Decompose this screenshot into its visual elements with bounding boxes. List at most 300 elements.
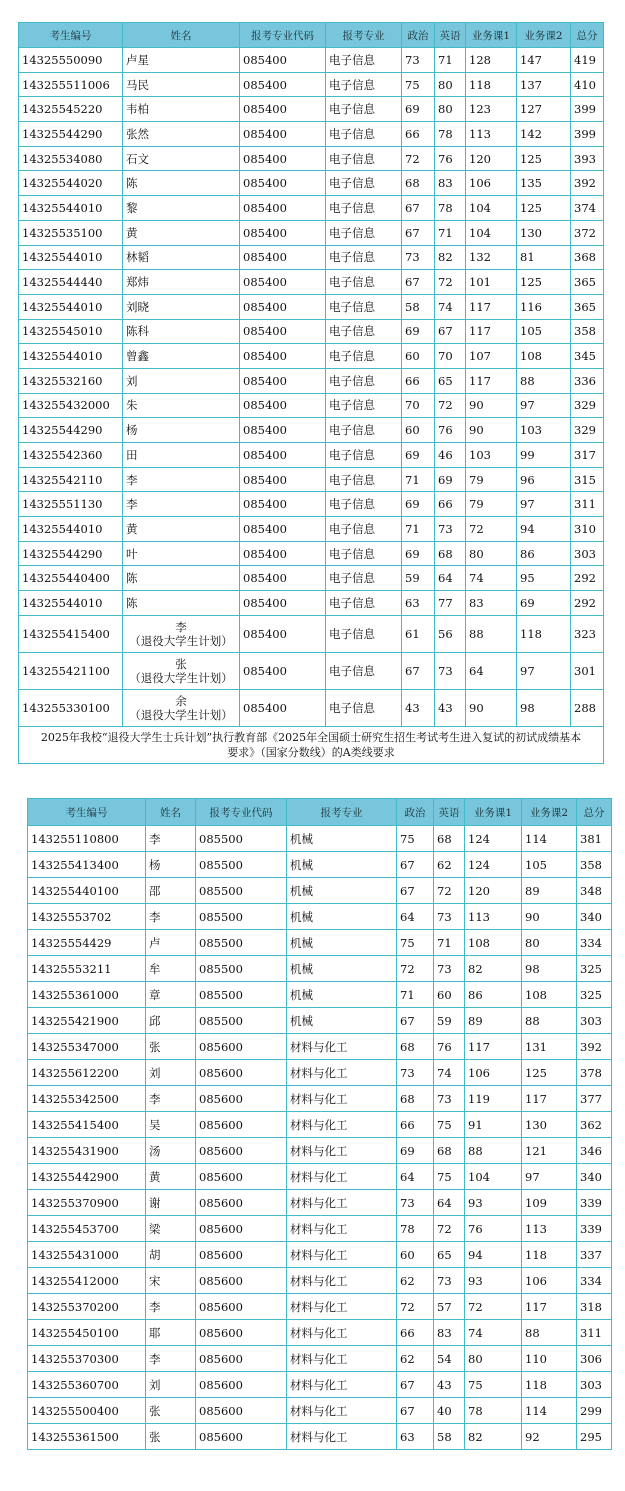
major-code-cell: 085600 [196,1112,287,1138]
major-cell: 电子信息 [326,146,402,171]
major-code-cell: 085600 [196,1034,287,1060]
name-cell: 吴 [146,1112,196,1138]
name-cell: 耶 [146,1320,196,1346]
name-cell: 张 [146,1424,196,1450]
candidate-id-cell: 14325542110 [19,467,123,492]
name-cell: 郑炜 [123,270,240,295]
course1-score-cell: 78 [465,1398,522,1424]
table-row [19,245,604,270]
major-code-cell: 085400 [240,689,326,726]
table-row [19,418,604,443]
major-cell: 电子信息 [326,689,402,726]
major-code-cell: 085600 [196,1060,287,1086]
course1-score-cell: 72 [466,517,517,542]
major-code-cell: 085500 [196,956,287,982]
course1-score-cell: 80 [466,541,517,566]
politics-score-cell: 69 [402,319,435,344]
name-cell: 胡 [146,1242,196,1268]
major-code-cell: 085400 [240,591,326,616]
name-cell: 李 [146,1346,196,1372]
candidate-id-cell: 143255413400 [28,852,146,878]
politics-score-cell: 59 [402,566,435,591]
course2-score-cell: 88 [522,1008,577,1034]
english-score-cell: 76 [435,146,466,171]
course1-score-cell: 86 [465,982,522,1008]
english-score-cell: 73 [434,956,465,982]
header-cell: 报考专业代码 [196,799,287,826]
course2-score-cell: 130 [522,1112,577,1138]
candidate-id-cell: 143255370200 [28,1294,146,1320]
total-score-cell: 303 [571,541,604,566]
major-cell: 机械 [287,826,397,852]
major-cell: 材料与化工 [287,1320,397,1346]
course2-score-cell: 114 [522,1398,577,1424]
major-cell: 电子信息 [326,245,402,270]
course2-score-cell: 88 [517,368,571,393]
english-score-cell: 71 [435,48,466,73]
name-cell: 李 [123,492,240,517]
candidate-id-cell: 14325550090 [19,48,123,73]
total-score-cell: 374 [571,196,604,221]
major-code-cell: 085400 [240,492,326,517]
major-cell: 材料与化工 [287,1112,397,1138]
header-cell: 考生编号 [28,799,146,826]
politics-score-cell: 68 [397,1086,434,1112]
name-cell: 张 [146,1034,196,1060]
name-cell: 牟 [146,956,196,982]
major-cell: 电子信息 [326,270,402,295]
course1-score-cell: 118 [466,72,517,97]
course1-score-cell: 90 [466,689,517,726]
name-cell: 黎 [123,196,240,221]
score-table-mechanical-materials [27,798,612,1450]
politics-score-cell: 73 [402,48,435,73]
course1-score-cell: 93 [465,1268,522,1294]
politics-score-cell: 66 [402,368,435,393]
english-score-cell: 56 [435,615,466,652]
major-code-cell: 085600 [196,1294,287,1320]
candidate-id-cell: 143255415400 [19,615,123,652]
english-score-cell: 54 [434,1346,465,1372]
major-code-cell: 085400 [240,652,326,689]
candidate-id-cell: 14325544010 [19,294,123,319]
english-score-cell: 70 [435,344,466,369]
english-score-cell: 72 [434,878,465,904]
politics-score-cell: 72 [402,146,435,171]
politics-score-cell: 67 [402,270,435,295]
english-score-cell: 73 [435,517,466,542]
course2-score-cell: 81 [517,245,571,270]
candidate-id-cell: 143255415400 [28,1112,146,1138]
politics-score-cell: 66 [397,1112,434,1138]
course1-score-cell: 106 [466,171,517,196]
english-score-cell: 60 [434,982,465,1008]
major-code-cell: 085400 [240,467,326,492]
course1-score-cell: 117 [465,1034,522,1060]
major-code-cell: 085500 [196,1008,287,1034]
total-score-cell: 310 [571,517,604,542]
english-score-cell: 76 [435,418,466,443]
course2-score-cell: 135 [517,171,571,196]
major-cell: 电子信息 [326,517,402,542]
total-score-cell: 372 [571,220,604,245]
total-score-cell: 303 [577,1008,612,1034]
course2-score-cell: 118 [522,1372,577,1398]
header-cell: 报考专业 [326,23,402,48]
table-note-row [19,726,604,763]
table-row [28,1294,612,1320]
course1-score-cell: 113 [466,122,517,147]
name-cell: 宋 [146,1268,196,1294]
english-score-cell: 72 [435,270,466,295]
total-score-cell: 378 [577,1060,612,1086]
total-score-cell: 334 [577,930,612,956]
candidate-id-cell: 14325544010 [19,591,123,616]
politics-score-cell: 72 [397,1294,434,1320]
major-cell: 机械 [287,878,397,904]
candidate-id-cell: 14325544010 [19,344,123,369]
major-code-cell: 085600 [196,1346,287,1372]
table-row [28,1060,612,1086]
course1-score-cell: 104 [466,196,517,221]
course1-score-cell: 79 [466,467,517,492]
english-score-cell: 67 [435,319,466,344]
english-score-cell: 71 [435,220,466,245]
table-row [19,319,604,344]
total-score-cell: 362 [577,1112,612,1138]
total-score-cell: 311 [571,492,604,517]
table-row-veteran-plan [19,689,604,726]
total-score-cell: 346 [577,1138,612,1164]
politics-score-cell: 66 [402,122,435,147]
major-code-cell: 085400 [240,368,326,393]
english-score-cell: 69 [435,467,466,492]
english-score-cell: 74 [434,1060,465,1086]
major-code-cell: 085400 [240,245,326,270]
total-score-cell: 325 [577,956,612,982]
table-row [28,1424,612,1450]
candidate-id-cell: 143255370300 [28,1346,146,1372]
course1-score-cell: 128 [466,48,517,73]
course2-score-cell: 142 [517,122,571,147]
name-cell: 李 [146,1086,196,1112]
politics-score-cell: 67 [402,196,435,221]
table-row [19,196,604,221]
major-code-cell: 085400 [240,418,326,443]
politics-score-cell: 70 [402,393,435,418]
english-score-cell: 72 [434,1216,465,1242]
course2-score-cell: 97 [517,492,571,517]
name-cell: 陈 [123,566,240,591]
candidate-name: 余 [175,693,187,708]
politics-score-cell: 75 [402,72,435,97]
major-code-cell: 085400 [240,443,326,468]
course2-score-cell: 121 [522,1138,577,1164]
english-score-cell: 75 [434,1164,465,1190]
candidate-id-cell: 14325544290 [19,418,123,443]
candidate-id-cell: 143255421900 [28,1008,146,1034]
name-cell: 刘 [146,1060,196,1086]
major-code-cell: 085600 [196,1086,287,1112]
major-code-cell: 085600 [196,1216,287,1242]
major-cell: 电子信息 [326,319,402,344]
course1-score-cell: 74 [465,1320,522,1346]
major-cell: 材料与化工 [287,1216,397,1242]
major-cell: 电子信息 [326,171,402,196]
table-row [19,97,604,122]
course1-score-cell: 119 [465,1086,522,1112]
name-cell: 叶 [123,541,240,566]
major-cell: 机械 [287,982,397,1008]
candidate-id-cell: 143255440100 [28,878,146,904]
table-row [28,1268,612,1294]
course1-score-cell: 75 [465,1372,522,1398]
major-cell: 材料与化工 [287,1372,397,1398]
candidate-id-cell: 143255500400 [28,1398,146,1424]
course2-score-cell: 98 [522,956,577,982]
name-cell [123,652,240,689]
course1-score-cell: 82 [465,956,522,982]
candidate-id-cell: 143255370900 [28,1190,146,1216]
course1-score-cell: 79 [466,492,517,517]
name-cell: 杨 [123,418,240,443]
total-score-cell: 393 [571,146,604,171]
major-cell: 电子信息 [326,48,402,73]
course1-score-cell: 64 [466,652,517,689]
table-row [19,270,604,295]
total-score-cell: 339 [577,1216,612,1242]
major-cell: 电子信息 [326,652,402,689]
header-cell: 英语 [434,799,465,826]
politics-score-cell: 67 [402,220,435,245]
politics-score-cell: 62 [397,1268,434,1294]
course2-score-cell: 105 [517,319,571,344]
course1-score-cell: 132 [466,245,517,270]
english-score-cell: 68 [435,541,466,566]
major-cell: 电子信息 [326,566,402,591]
course1-score-cell: 76 [465,1216,522,1242]
politics-score-cell: 69 [402,443,435,468]
english-score-cell: 66 [435,492,466,517]
candidate-id-cell: 14325545010 [19,319,123,344]
name-cell: 卢星 [123,48,240,73]
course2-score-cell: 118 [522,1242,577,1268]
table-row [19,541,604,566]
table-row [28,826,612,852]
major-cell: 材料与化工 [287,1346,397,1372]
english-score-cell: 68 [434,1138,465,1164]
major-code-cell: 085400 [240,72,326,97]
table-row [28,1398,612,1424]
major-cell: 材料与化工 [287,1398,397,1424]
total-score-cell: 301 [571,652,604,689]
name-cell: 李 [146,826,196,852]
politics-score-cell: 60 [397,1242,434,1268]
candidate-id-cell: 14325551130 [19,492,123,517]
total-score-cell: 288 [571,689,604,726]
candidate-id-cell: 143255431900 [28,1138,146,1164]
total-score-cell: 306 [577,1346,612,1372]
course2-score-cell: 95 [517,566,571,591]
total-score-cell: 348 [577,878,612,904]
name-cell: 黄 [146,1164,196,1190]
course2-score-cell: 69 [517,591,571,616]
name-cell: 李 [146,904,196,930]
candidate-id-cell: 143255442900 [28,1164,146,1190]
name-cell: 朱 [123,393,240,418]
politics-score-cell: 67 [402,652,435,689]
candidate-id-cell: 143255361500 [28,1424,146,1450]
total-score-cell: 318 [577,1294,612,1320]
course2-score-cell: 114 [522,826,577,852]
header-cell: 业务课1 [466,23,517,48]
header-cell: 考生编号 [19,23,123,48]
table-row [28,1138,612,1164]
total-score-cell: 419 [571,48,604,73]
candidate-name: 李 [175,619,187,634]
major-cell: 机械 [287,852,397,878]
course2-score-cell: 96 [517,467,571,492]
table-row [19,368,604,393]
major-code-cell: 085600 [196,1398,287,1424]
table-row-veteran-plan [19,615,604,652]
name-cell: 陈 [123,591,240,616]
english-score-cell: 73 [434,904,465,930]
name-cell: 李 [123,467,240,492]
name-cell: 章 [146,982,196,1008]
table-row [28,1164,612,1190]
course1-score-cell: 93 [465,1190,522,1216]
name-cell: 张 [146,1398,196,1424]
politics-score-cell: 69 [397,1138,434,1164]
name-cell: 田 [123,443,240,468]
major-cell: 电子信息 [326,467,402,492]
course1-score-cell: 106 [465,1060,522,1086]
course2-score-cell: 127 [517,97,571,122]
total-score-cell: 399 [571,97,604,122]
course2-score-cell: 108 [517,344,571,369]
candidate-id-cell: 14325553702 [28,904,146,930]
table-row [19,171,604,196]
politics-score-cell: 71 [397,982,434,1008]
course2-score-cell: 117 [522,1294,577,1320]
course1-score-cell: 82 [465,1424,522,1450]
course1-score-cell: 117 [466,319,517,344]
candidate-id-cell: 14325532160 [19,368,123,393]
english-score-cell: 76 [434,1034,465,1060]
header-cell: 总分 [571,23,604,48]
english-score-cell: 73 [434,1086,465,1112]
candidate-name: 张 [175,656,187,671]
major-cell: 电子信息 [326,591,402,616]
major-cell: 机械 [287,1008,397,1034]
course2-score-cell: 94 [517,517,571,542]
politics-score-cell: 67 [397,878,434,904]
english-score-cell: 82 [435,245,466,270]
name-cell: 黄 [123,517,240,542]
major-cell: 材料与化工 [287,1060,397,1086]
total-score-cell: 325 [577,982,612,1008]
english-score-cell: 64 [435,566,466,591]
major-cell: 材料与化工 [287,1424,397,1450]
course2-score-cell: 88 [522,1320,577,1346]
table-row [19,344,604,369]
major-code-cell: 085400 [240,196,326,221]
candidate-id-cell: 143255110800 [28,826,146,852]
table-row [28,1086,612,1112]
major-code-cell: 085400 [240,122,326,147]
major-cell: 材料与化工 [287,1268,397,1294]
name-cell: 邱 [146,1008,196,1034]
major-code-cell: 085400 [240,294,326,319]
candidate-id-cell: 143255421100 [19,652,123,689]
table-row [19,122,604,147]
major-cell: 电子信息 [326,294,402,319]
major-code-cell: 085500 [196,982,287,1008]
plan-label: （退役大学生计划） [129,633,233,648]
candidate-id-cell: 14325544290 [19,541,123,566]
table-row [19,492,604,517]
total-score-cell: 392 [577,1034,612,1060]
course2-score-cell: 90 [522,904,577,930]
total-score-cell: 323 [571,615,604,652]
major-code-cell: 085400 [240,146,326,171]
course1-score-cell: 123 [466,97,517,122]
major-cell: 电子信息 [326,393,402,418]
course1-score-cell: 120 [465,878,522,904]
politics-score-cell: 67 [397,1398,434,1424]
name-cell: 石文 [123,146,240,171]
course1-score-cell: 103 [466,443,517,468]
politics-score-cell: 64 [397,904,434,930]
politics-score-cell: 69 [402,541,435,566]
major-code-cell: 085400 [240,171,326,196]
english-score-cell: 72 [435,393,466,418]
name-cell: 邵 [146,878,196,904]
english-score-cell: 43 [434,1372,465,1398]
course2-score-cell: 109 [522,1190,577,1216]
table-row [19,72,604,97]
candidate-id-cell: 143255412000 [28,1268,146,1294]
english-score-cell: 71 [434,930,465,956]
course1-score-cell: 117 [466,294,517,319]
major-cell: 材料与化工 [287,1294,397,1320]
table-row [19,393,604,418]
course2-score-cell: 97 [522,1164,577,1190]
course1-score-cell: 108 [465,930,522,956]
total-score-cell: 317 [571,443,604,468]
course2-score-cell: 125 [517,146,571,171]
table-row [28,1372,612,1398]
english-score-cell: 77 [435,591,466,616]
table-row [19,467,604,492]
major-cell: 电子信息 [326,196,402,221]
major-code-cell: 085400 [240,270,326,295]
politics-score-cell: 68 [402,171,435,196]
major-cell: 电子信息 [326,368,402,393]
candidate-id-cell: 143255431000 [28,1242,146,1268]
candidate-id-cell: 14325553211 [28,956,146,982]
english-score-cell: 80 [435,97,466,122]
politics-score-cell: 67 [397,1008,434,1034]
candidate-id-cell: 143255440400 [19,566,123,591]
politics-score-cell: 43 [402,689,435,726]
major-cell: 电子信息 [326,418,402,443]
course2-score-cell: 118 [517,615,571,652]
politics-score-cell: 60 [402,344,435,369]
total-score-cell: 340 [577,1164,612,1190]
course1-score-cell: 120 [466,146,517,171]
